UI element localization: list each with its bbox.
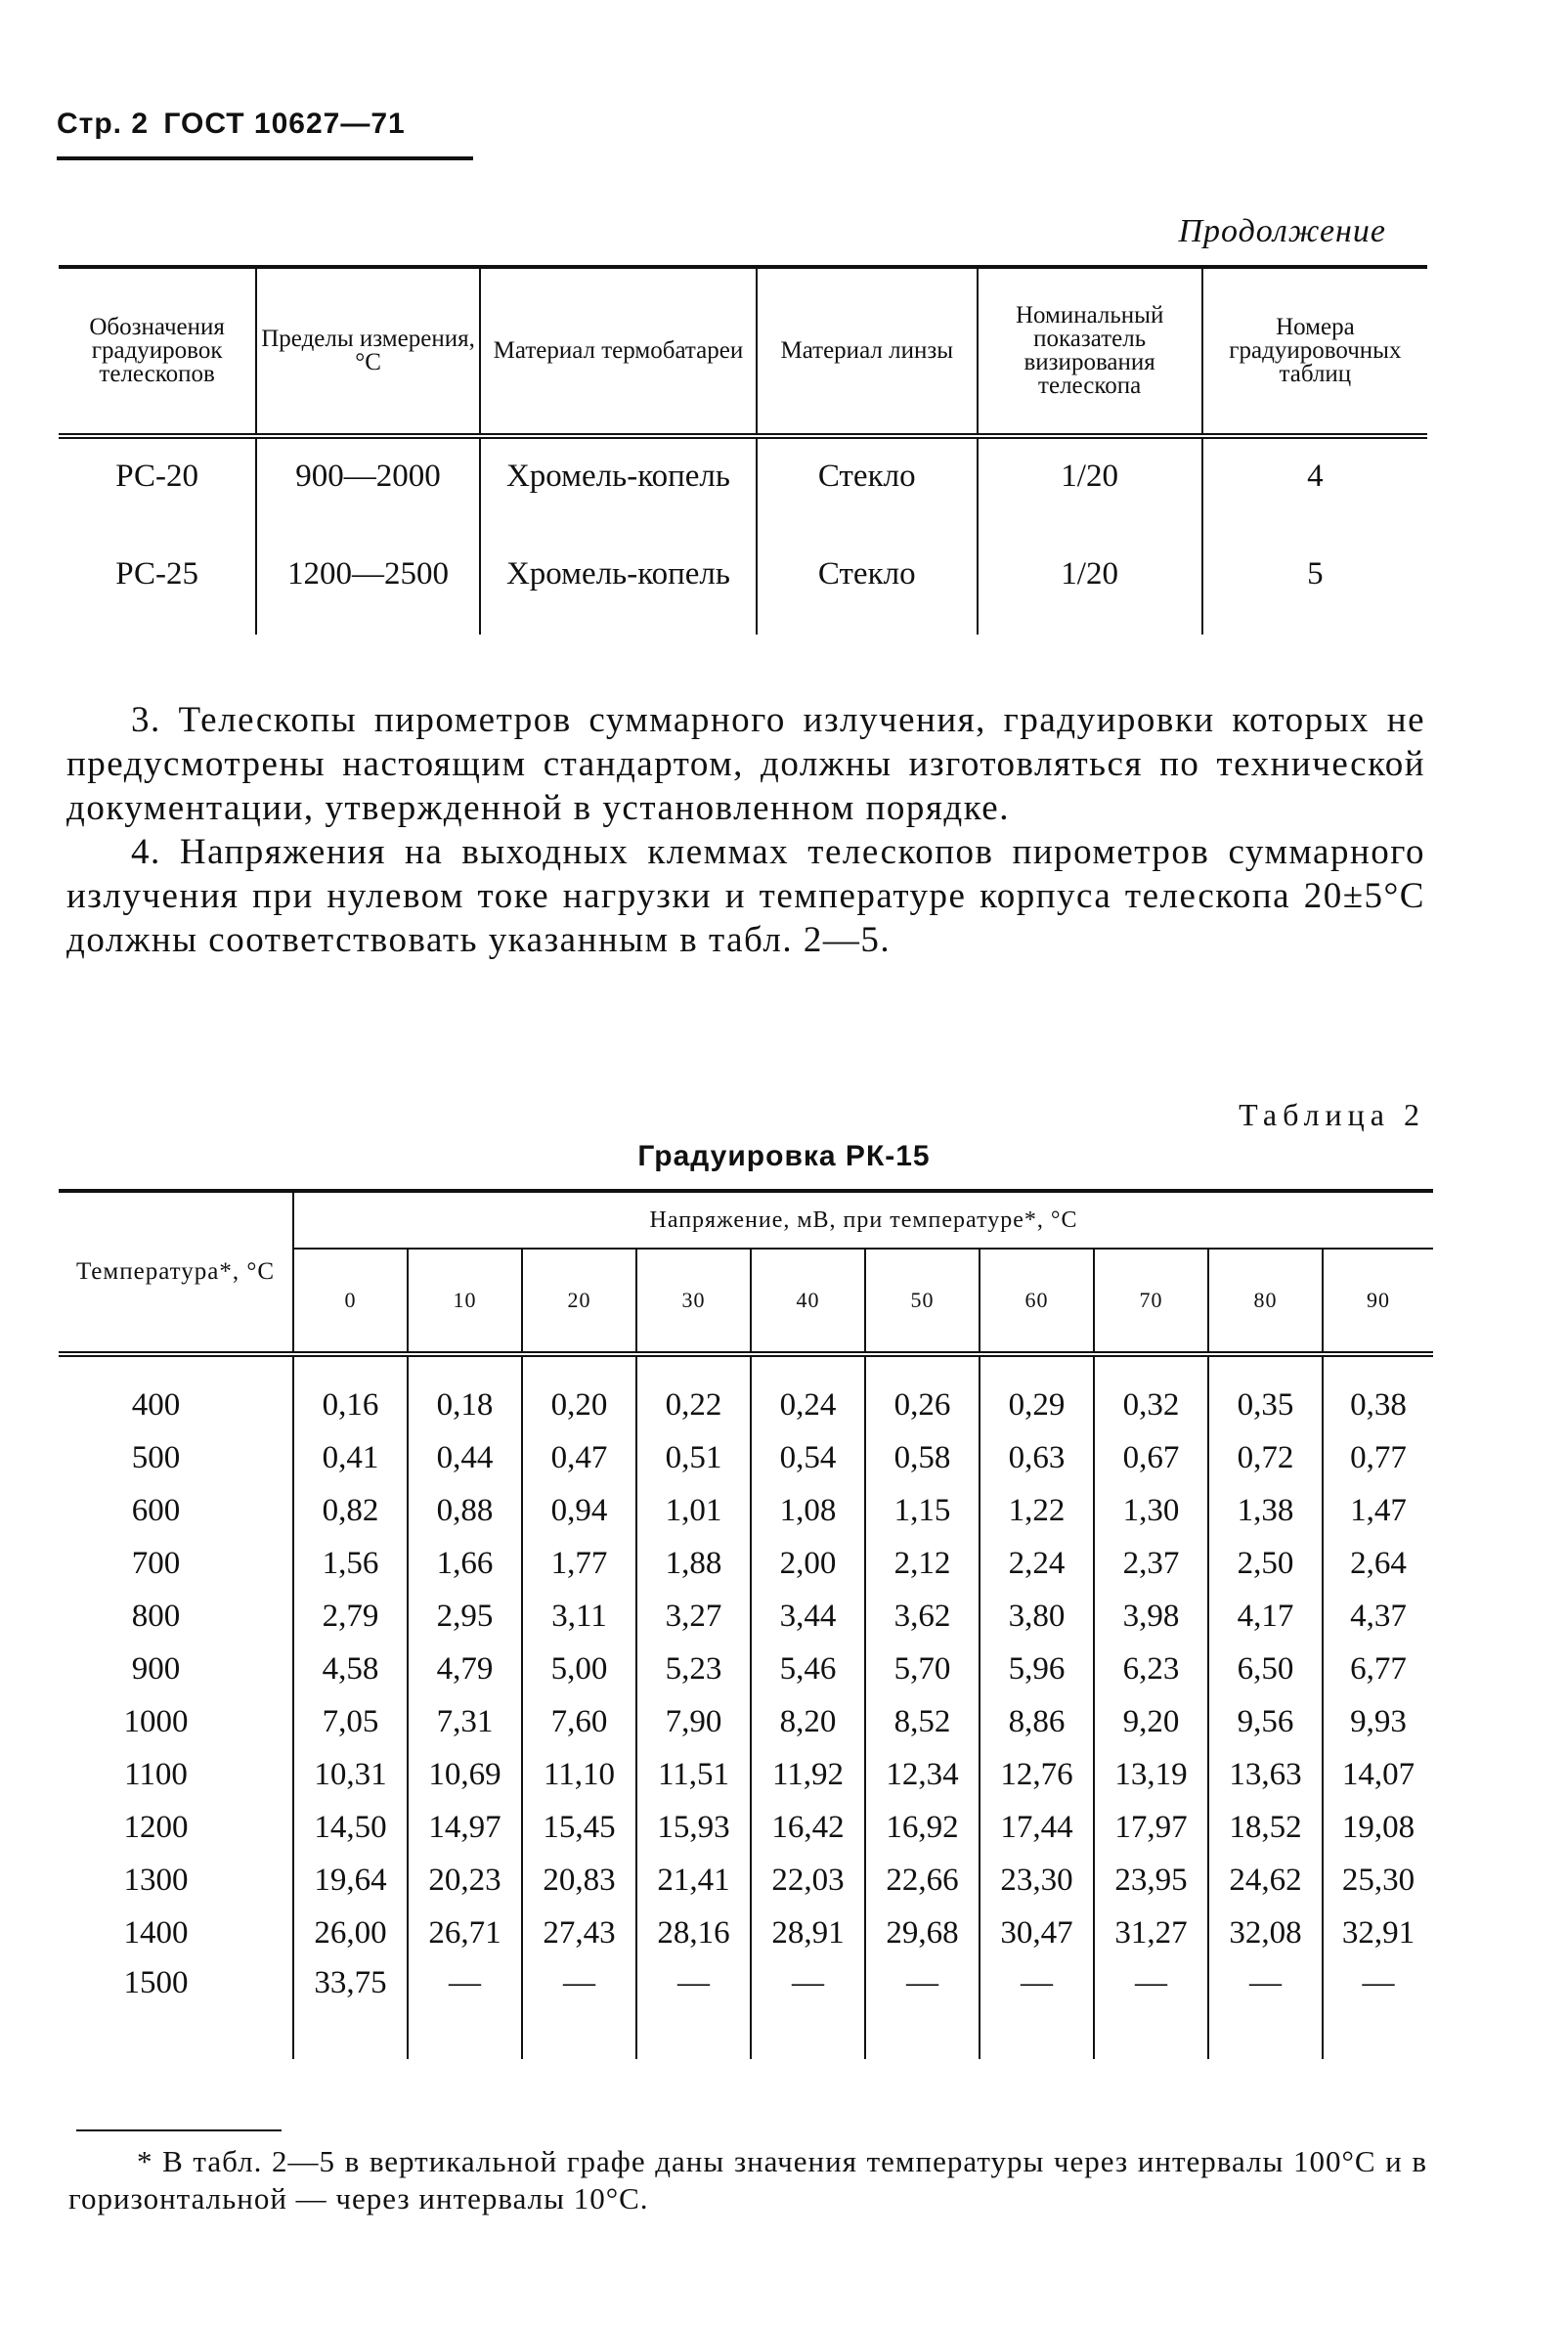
table-cell: 2,95 xyxy=(408,1590,522,1643)
table-cell: 14,07 xyxy=(1323,1748,1433,1801)
table-cell: 1,15 xyxy=(865,1484,980,1537)
table-row xyxy=(59,1695,1433,1748)
table-cell: — xyxy=(1094,1959,1208,2059)
table-cell: 1/20 xyxy=(978,547,1202,635)
table-cell: 5,46 xyxy=(751,1643,865,1695)
table-cell: 900—2000 xyxy=(256,436,480,547)
footnote-text: * В табл. 2—5 в вертикальной графе даны значения температуры через интервалы 100°С и в горизонтальной — через интервалы 10°С. xyxy=(68,2144,1427,2215)
footnote xyxy=(68,2143,1427,2217)
table-cell: 10,31 xyxy=(293,1748,408,1801)
table-cell: 13,19 xyxy=(1094,1748,1208,1801)
table-cell: 28,91 xyxy=(751,1907,865,1959)
table-cell: 0,18 xyxy=(408,1354,522,1431)
table-cell: 3,11 xyxy=(522,1590,636,1643)
table-cell: 11,10 xyxy=(522,1748,636,1801)
table-cell: 0,51 xyxy=(636,1431,751,1484)
table-cell: 0,88 xyxy=(408,1484,522,1537)
row-temperature: 400 xyxy=(131,1386,181,1423)
table-cell: 19,08 xyxy=(1323,1801,1433,1854)
table-cell: 8,86 xyxy=(980,1695,1094,1748)
table-row xyxy=(59,1854,1433,1907)
table-row xyxy=(59,1801,1433,1854)
column-header: Номера градуировочных таблиц xyxy=(1202,267,1427,436)
table-cell: 30,47 xyxy=(980,1907,1094,1959)
paragraph-4: 4. Напряжения на выходных клеммах телескопов пирометров суммарного излучения при нулевом токе нагрузки и температуре корпуса телескопа 20±5°С должны соответствовать указанным в табл. 2—5. xyxy=(66,832,1425,960)
table-cell: 20,83 xyxy=(522,1854,636,1907)
table-cell: 0,32 xyxy=(1094,1354,1208,1431)
table-cell: 1,47 xyxy=(1323,1484,1433,1537)
table-cell: — xyxy=(636,1959,751,2059)
table-cell: Хромель-копель xyxy=(480,547,757,635)
table-row xyxy=(59,1431,1433,1484)
table-cell: 24,62 xyxy=(1208,1854,1323,1907)
table-cell: 18,52 xyxy=(1208,1801,1323,1854)
table-cell: 0,58 xyxy=(865,1431,980,1484)
table-cell: 6,77 xyxy=(1323,1643,1433,1695)
table-cell: 1,88 xyxy=(636,1537,751,1590)
table-cell: 0,72 xyxy=(1208,1431,1323,1484)
table-cell: 0,82 xyxy=(293,1484,408,1537)
table-row xyxy=(59,1748,1433,1801)
table-cell: 23,30 xyxy=(980,1854,1094,1907)
row-temperature: 1000 xyxy=(123,1703,189,1739)
header-rule xyxy=(57,156,473,160)
table-cell: — xyxy=(865,1959,980,2059)
column-header: Пределы измерения, °С xyxy=(256,267,480,436)
table-cell: 0,41 xyxy=(293,1431,408,1484)
table-cell: 0,54 xyxy=(751,1431,865,1484)
table-cell: 20,23 xyxy=(408,1854,522,1907)
table-title: Градуировка РК-15 xyxy=(637,1140,931,1172)
table-cell: 9,56 xyxy=(1208,1695,1323,1748)
table-cell: 5,00 xyxy=(522,1643,636,1695)
table-cell: 6,50 xyxy=(1208,1643,1323,1695)
table-cell: 25,30 xyxy=(1323,1854,1433,1907)
table-cell: 10,69 xyxy=(408,1748,522,1801)
table-cell: 1,08 xyxy=(751,1484,865,1537)
table-cell: 0,26 xyxy=(865,1354,980,1431)
table-cell: — xyxy=(980,1959,1094,2059)
column-header: 10 xyxy=(408,1249,522,1354)
table-cell: 8,20 xyxy=(751,1695,865,1748)
table-cell: 8,52 xyxy=(865,1695,980,1748)
column-header: 0 xyxy=(293,1249,408,1354)
table-cell: — xyxy=(408,1959,522,2059)
table-cell: 3,27 xyxy=(636,1590,751,1643)
column-header: Материал линзы xyxy=(757,267,978,436)
table-row xyxy=(59,1354,1433,1431)
column-header: Обозначения градуировок телескопов xyxy=(59,267,256,436)
table-row xyxy=(59,1643,1433,1695)
table-cell: 22,66 xyxy=(865,1854,980,1907)
page-number: Стр. 2 xyxy=(57,108,150,140)
page-header xyxy=(57,108,406,141)
table-cell: 3,98 xyxy=(1094,1590,1208,1643)
row-temperature: 1300 xyxy=(123,1862,189,1898)
row-temperature: 900 xyxy=(131,1650,181,1687)
column-header: 30 xyxy=(636,1249,751,1354)
table-cell: 28,16 xyxy=(636,1907,751,1959)
table-cell: 27,43 xyxy=(522,1907,636,1959)
table-cell: 1,66 xyxy=(408,1537,522,1590)
table-cell: 1200—2500 xyxy=(256,547,480,635)
table-cell: 1,77 xyxy=(522,1537,636,1590)
body-text xyxy=(66,698,1425,962)
table-cell: 12,34 xyxy=(865,1748,980,1801)
column-header: 70 xyxy=(1094,1249,1208,1354)
row-temperature: 500 xyxy=(131,1439,181,1475)
table-cell: 26,71 xyxy=(408,1907,522,1959)
table-header-row xyxy=(59,267,1427,436)
table-cell: 1,30 xyxy=(1094,1484,1208,1537)
table-cell: 9,20 xyxy=(1094,1695,1208,1748)
table-cell: 12,76 xyxy=(980,1748,1094,1801)
table-cell: 0,94 xyxy=(522,1484,636,1537)
table-cell: 11,51 xyxy=(636,1748,751,1801)
row-temperature: 700 xyxy=(131,1545,181,1581)
table-cell: 0,63 xyxy=(980,1431,1094,1484)
table-cell: — xyxy=(522,1959,636,2059)
table-cell: 14,50 xyxy=(293,1801,408,1854)
voltage-header: Напряжение, мВ, при температуре*, °С xyxy=(293,1191,1433,1249)
calibration-table xyxy=(59,1189,1433,2059)
table-cell: 0,44 xyxy=(408,1431,522,1484)
table-cell: 5,96 xyxy=(980,1643,1094,1695)
footnote-rule xyxy=(76,2129,282,2131)
row-temperature: 1500 xyxy=(123,1965,189,2000)
table-cell: 7,31 xyxy=(408,1695,522,1748)
column-header: Материал термобатареи xyxy=(480,267,757,436)
table-cell: 0,16 xyxy=(293,1354,408,1431)
temperature-header: Температура*, °С xyxy=(59,1191,293,1354)
table-row xyxy=(59,1484,1433,1537)
table-cell: 7,60 xyxy=(522,1695,636,1748)
table-row xyxy=(59,1590,1433,1643)
table-cell: 4 xyxy=(1202,436,1427,547)
table-cell: Стекло xyxy=(757,547,978,635)
table-cell: 0,67 xyxy=(1094,1431,1208,1484)
table-cell: — xyxy=(1323,1959,1433,2059)
table-cell: — xyxy=(751,1959,865,2059)
table-cell: 29,68 xyxy=(865,1907,980,1959)
table-cell: 16,42 xyxy=(751,1801,865,1854)
table-cell: 26,00 xyxy=(293,1907,408,1959)
table-row xyxy=(59,1537,1433,1590)
table-cell: 2,37 xyxy=(1094,1537,1208,1590)
table-row xyxy=(59,1959,1433,2059)
table-cell: 6,23 xyxy=(1094,1643,1208,1695)
table-row xyxy=(59,1907,1433,1959)
table-cell: 17,97 xyxy=(1094,1801,1208,1854)
table-cell: 2,50 xyxy=(1208,1537,1323,1590)
row-temperature: 600 xyxy=(131,1492,181,1528)
table-cell: 32,08 xyxy=(1208,1907,1323,1959)
table-cell: 5,23 xyxy=(636,1643,751,1695)
table-cell: 4,58 xyxy=(293,1643,408,1695)
column-header: Номинальный показатель визирования телескопа xyxy=(978,267,1202,436)
row-temperature: 1200 xyxy=(123,1809,189,1845)
table-cell: 0,38 xyxy=(1323,1354,1433,1431)
table-cell: 0,77 xyxy=(1323,1431,1433,1484)
table-cell: 5 xyxy=(1202,547,1427,635)
table-cell: 2,00 xyxy=(751,1537,865,1590)
table-cell: 2,12 xyxy=(865,1537,980,1590)
column-header: 40 xyxy=(751,1249,865,1354)
column-header: 90 xyxy=(1323,1249,1433,1354)
standard-number: ГОСТ 10627—71 xyxy=(163,108,406,140)
table-cell: 0,35 xyxy=(1208,1354,1323,1431)
row-temperature: 1400 xyxy=(123,1914,189,1951)
column-header: 80 xyxy=(1208,1249,1323,1354)
table-cell: 0,24 xyxy=(751,1354,865,1431)
table-cell: 31,27 xyxy=(1094,1907,1208,1959)
table-cell: Стекло xyxy=(757,436,978,547)
table-cell: 15,93 xyxy=(636,1801,751,1854)
table-cell: 5,70 xyxy=(865,1643,980,1695)
column-header: 50 xyxy=(865,1249,980,1354)
row-temperature: 800 xyxy=(131,1598,181,1634)
table-cell: — xyxy=(1208,1959,1323,2059)
table-cell: 33,75 xyxy=(293,1959,408,2059)
table-cell: 1,56 xyxy=(293,1537,408,1590)
table-cell: 4,79 xyxy=(408,1643,522,1695)
table-cell: 22,03 xyxy=(751,1854,865,1907)
telescope-table xyxy=(59,265,1427,635)
table-cell: 13,63 xyxy=(1208,1748,1323,1801)
table-cell: 1,01 xyxy=(636,1484,751,1537)
paragraph-3: 3. Телескопы пирометров суммарного излучения, градуировки которых не предусмотрены настоящим стандартом, должны изготовляться по технической документации, утвержденной в установленном порядке. xyxy=(66,700,1425,828)
table-cell: 0,47 xyxy=(522,1431,636,1484)
table-cell: 3,62 xyxy=(865,1590,980,1643)
table-cell: 4,17 xyxy=(1208,1590,1323,1643)
table-cell: 7,90 xyxy=(636,1695,751,1748)
table-cell: 15,45 xyxy=(522,1801,636,1854)
table-row xyxy=(59,436,1427,547)
table-cell: 11,92 xyxy=(751,1748,865,1801)
table-cell: 9,93 xyxy=(1323,1695,1433,1748)
table-cell: 3,44 xyxy=(751,1590,865,1643)
table-cell: 2,24 xyxy=(980,1537,1094,1590)
table-label: Таблица 2 xyxy=(1239,1097,1425,1132)
table-cell: 7,05 xyxy=(293,1695,408,1748)
table-cell: 17,44 xyxy=(980,1801,1094,1854)
table-cell: 0,22 xyxy=(636,1354,751,1431)
table-cell: 32,91 xyxy=(1323,1907,1433,1959)
table-cell: Хромель-копель xyxy=(480,436,757,547)
column-header: 60 xyxy=(980,1249,1094,1354)
table-cell: 21,41 xyxy=(636,1854,751,1907)
table-cell: РС-25 xyxy=(115,556,198,592)
table-cell: 16,92 xyxy=(865,1801,980,1854)
table-cell: 2,64 xyxy=(1323,1537,1433,1590)
table-cell: 3,80 xyxy=(980,1590,1094,1643)
column-header: 20 xyxy=(522,1249,636,1354)
table-cell: 23,95 xyxy=(1094,1854,1208,1907)
table-cell: 1,22 xyxy=(980,1484,1094,1537)
table-header-row xyxy=(59,1191,1433,1249)
table-row xyxy=(59,547,1427,635)
table-cell: РС-20 xyxy=(115,459,198,494)
table-cell: 1/20 xyxy=(978,436,1202,547)
row-temperature: 1100 xyxy=(124,1756,188,1792)
table-cell: 4,37 xyxy=(1323,1590,1433,1643)
table-cell: 19,64 xyxy=(293,1854,408,1907)
continued-label: Продолжение xyxy=(1178,213,1386,249)
table-cell: 1,38 xyxy=(1208,1484,1323,1537)
table-cell: 0,20 xyxy=(522,1354,636,1431)
table-cell: 2,79 xyxy=(293,1590,408,1643)
table-cell: 14,97 xyxy=(408,1801,522,1854)
table-cell: 0,29 xyxy=(980,1354,1094,1431)
